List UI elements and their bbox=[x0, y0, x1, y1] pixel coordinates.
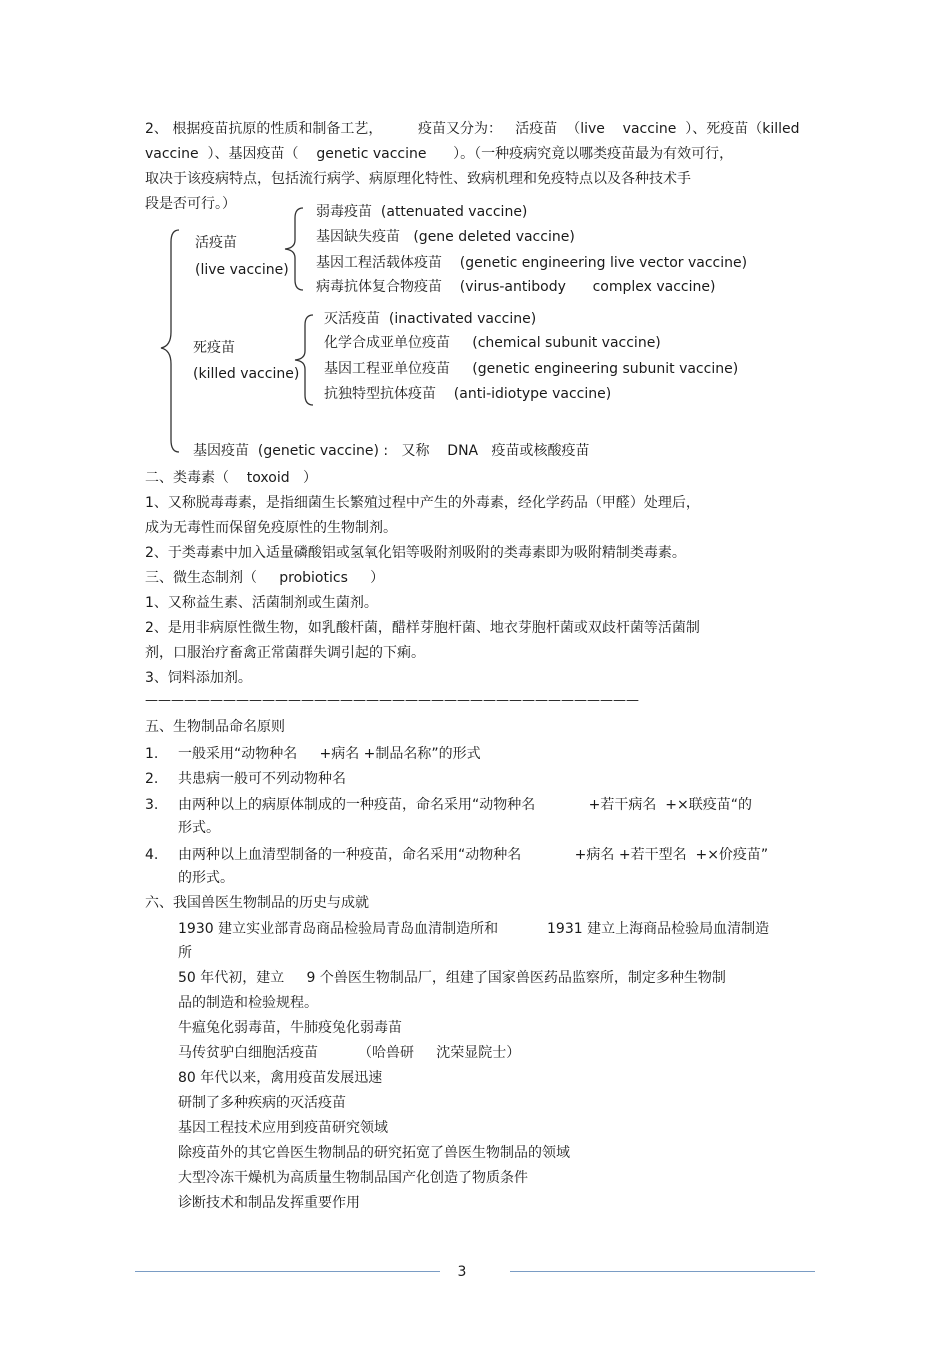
live-item-4: 病毒抗体复合物疫苗 (virus-antibody complex vaccine) bbox=[316, 279, 716, 295]
live-label-cn: 活疫苗 bbox=[195, 235, 237, 251]
naming-heading: 五、生物制品命名原则 bbox=[145, 719, 285, 735]
live-item-1: 弱毒疫苗 (attenuated vaccine) bbox=[316, 204, 528, 220]
probiotics-p2-line1: 2、是用非病原性微生物，如乳酸杆菌，醋样芽胞杆菌、地衣芽胞杆菌或双歧杆菌等活菌制 bbox=[145, 620, 700, 636]
history-line-5: 牛瘟兔化弱毒苗，牛肺疫兔化弱毒苗 bbox=[178, 1020, 402, 1036]
naming-item-4-cont: 的形式。 bbox=[178, 870, 234, 886]
footer-rule-left bbox=[135, 1271, 440, 1272]
killed-item-1: 灭活疫苗 (inactivated vaccine) bbox=[324, 311, 537, 327]
killed-item-4: 抗独特型抗体疫苗 (anti-idiotype vaccine) bbox=[324, 386, 612, 402]
page-number: 3 bbox=[457, 1264, 467, 1280]
toxoid-p1-line1: 1、又称脱毒毒素，是指细菌生长繁殖过程中产生的外毒素，经化学药品（甲醛）处理后， bbox=[145, 495, 700, 511]
history-heading: 六、我国兽医生物制品的历史与成就 bbox=[145, 895, 369, 911]
naming-item-2-num: 2. bbox=[145, 771, 159, 787]
naming-item-2-text: 共患病一般可不列动物种名 bbox=[178, 771, 346, 787]
outer-brace bbox=[155, 228, 185, 454]
killed-label-en: (killed vaccine) bbox=[193, 366, 300, 382]
naming-item-4-num: 4. bbox=[145, 847, 159, 863]
live-item-2: 基因缺失疫苗 (gene deleted vaccine) bbox=[316, 229, 575, 245]
history-line-6: 马传贫驴白细胞活疫苗 （哈兽研 沈荣显院士） bbox=[178, 1045, 521, 1061]
history-line-2: 所 bbox=[178, 945, 192, 961]
naming-item-3-num: 3. bbox=[145, 797, 159, 813]
killed-brace bbox=[291, 313, 317, 407]
live-brace bbox=[281, 206, 307, 292]
naming-item-3-cont: 形式。 bbox=[178, 820, 220, 836]
intro-line-2: vaccine ）、基因疫苗（ genetic vaccine ）。（一种疫病究竟以哪类疫苗最为有效可行， bbox=[145, 146, 734, 162]
naming-item-1-text: 一般采用“动物种名 +病名 +制品名称”的形式 bbox=[178, 746, 481, 762]
probiotics-p2-line2: 剂，口服治疗畜禽正常菌群失调引起的下痢。 bbox=[145, 645, 425, 661]
toxoid-p1-line2: 成为无毒性而保留免疫原性的生物制剂。 bbox=[145, 520, 397, 536]
history-line-3: 50 年代初，建立 9 个兽医生物制品厂，组建了国家兽医药品监察所，制定多种生物制 bbox=[178, 970, 726, 986]
footer-rule-right bbox=[510, 1271, 815, 1272]
naming-item-1-num: 1. bbox=[145, 746, 159, 762]
killed-item-3: 基因工程亚单位疫苗 (genetic engineering subunit vaccine) bbox=[324, 361, 739, 377]
intro-line-4: 段是否可行。） bbox=[145, 196, 236, 212]
gene-vaccine-line: 基因疫苗 (genetic vaccine) : 又称 DNA 疫苗或核酸疫苗 bbox=[193, 443, 590, 459]
probiotics-p1: 1、又称益生素、活菌制剂或生菌剂。 bbox=[145, 595, 378, 611]
dash-separator: —————————————————————————————————————— bbox=[145, 693, 639, 708]
history-line-11: 大型冷冻干燥机为高质量生物制品国产化创造了物质条件 bbox=[178, 1170, 528, 1186]
toxoid-p2: 2、于类毒素中加入适量磷酸铝或氢氧化铝等吸附剂吸附的类毒素即为吸附精制类毒素。 bbox=[145, 545, 686, 561]
live-item-3: 基因工程活载体疫苗 (genetic engineering live vector vaccine) bbox=[316, 255, 748, 271]
history-line-4: 品的制造和检验规程。 bbox=[178, 995, 318, 1011]
history-line-10: 除疫苗外的其它兽医生物制品的研究拓宽了兽医生物制品的领域 bbox=[178, 1145, 570, 1161]
intro-line-1: 2、 根据疫苗抗原的性质和制备工艺， 疫苗又分为： 活疫苗 （live vaccine ）、死疫苗（killed bbox=[145, 121, 800, 137]
probiotics-heading: 三、微生态制剂（ probiotics ） bbox=[145, 570, 385, 586]
live-label-en: (live vaccine) bbox=[195, 262, 289, 278]
probiotics-p3: 3、饲料添加剂。 bbox=[145, 670, 252, 686]
history-line-9: 基因工程技术应用到疫苗研究领域 bbox=[178, 1120, 388, 1136]
naming-item-3-text: 由两种以上的病原体制成的一种疫苗，命名采用“动物种名 +若干病名 +×联疫苗“的 bbox=[178, 797, 752, 813]
history-line-12: 诊断技术和制品发挥重要作用 bbox=[178, 1195, 360, 1211]
intro-line-3: 取决于该疫病特点，包括流行病学、病原理化特性、致病机理和免疫特点以及各种技术手 bbox=[145, 171, 691, 187]
killed-item-2: 化学合成亚单位疫苗 (chemical subunit vaccine) bbox=[324, 335, 661, 351]
history-line-8: 研制了多种疾病的灭活疫苗 bbox=[178, 1095, 346, 1111]
killed-label-cn: 死疫苗 bbox=[193, 340, 235, 356]
history-line-7: 80 年代以来，禽用疫苗发展迅速 bbox=[178, 1070, 383, 1086]
toxoid-heading: 二、类毒素（ toxoid ） bbox=[145, 470, 317, 486]
naming-item-4-text: 由两种以上血清型制备的一种疫苗，命名采用“动物种名 +病名 +若干型名 +×价疫苗” bbox=[178, 847, 769, 863]
history-line-1: 1930 建立实业部青岛商品检验局青岛血清制造所和 1931 建立上海商品检验局血清制造 bbox=[178, 921, 770, 937]
